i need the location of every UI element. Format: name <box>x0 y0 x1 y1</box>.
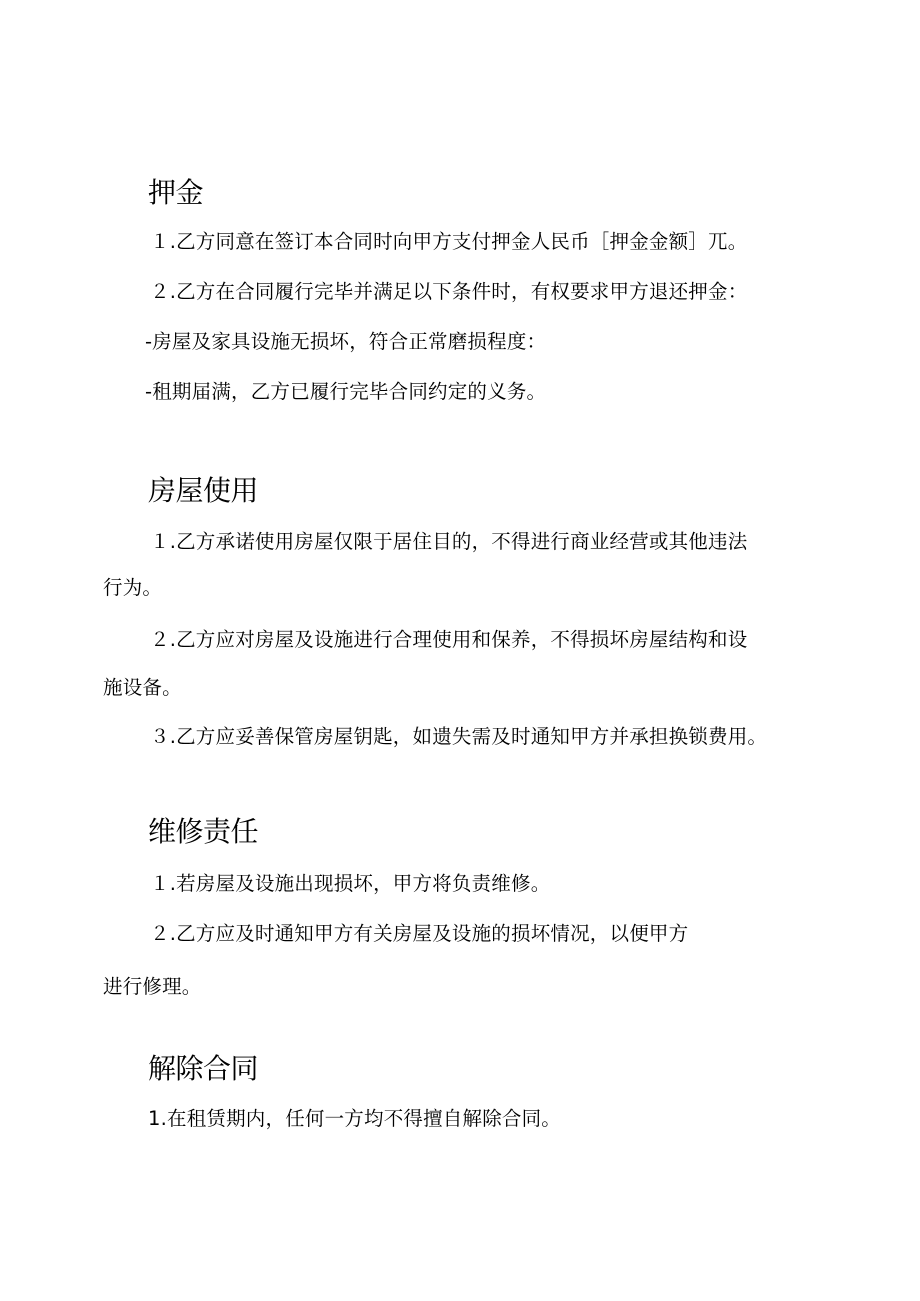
repair-clause-1: １.若房屋及设施出现损坏，甲方将负责维修。 <box>150 872 551 895</box>
repair-clause-2-cont: 进行修理。 <box>103 975 202 998</box>
section-heading-termination: 解除合同 <box>148 1052 259 1085</box>
deposit-clause-2: ２.乙方在合同履行完毕并满足以下条件时，有权要求甲方退还押金： <box>150 280 748 303</box>
deposit-condition-1: -房屋及家具设施无损坏，符合正常磨损程度： <box>145 330 547 353</box>
termination-clause-1: 1.在租赁期内，任何一方均不得擅自解除合同。 <box>148 1107 562 1130</box>
section-heading-house-use: 房屋使用 <box>148 474 259 507</box>
deposit-condition-2: -租期届满，乙方已履行完毕合同约定的义务。 <box>145 380 547 403</box>
section-heading-repair: 维修责任 <box>148 815 259 848</box>
house-use-clause-1-cont: 行为。 <box>103 576 163 599</box>
house-use-clause-3: ３.乙方应妥善保管房屋钥匙，如遗失需及时通知甲方并承担换锁费用。 <box>150 725 768 748</box>
deposit-clause-1: １.乙方同意在签订本合同时向甲方支付押金人民币［押金金额］兀。 <box>150 230 748 253</box>
house-use-clause-2: ２.乙方应对房屋及设施进行合理使用和保养，不得损坏房屋结构和设 <box>150 628 748 651</box>
house-use-clause-1: １.乙方承诺使用房屋仅限于居住目的，不得进行商业经营或其他违法 <box>150 530 748 553</box>
repair-clause-2: ２.乙方应及时通知甲方有关房屋及设施的损坏情况，以便甲方 <box>150 922 689 945</box>
section-heading-deposit: 押金 <box>148 176 204 209</box>
house-use-clause-2-cont: 施设备。 <box>103 676 182 699</box>
